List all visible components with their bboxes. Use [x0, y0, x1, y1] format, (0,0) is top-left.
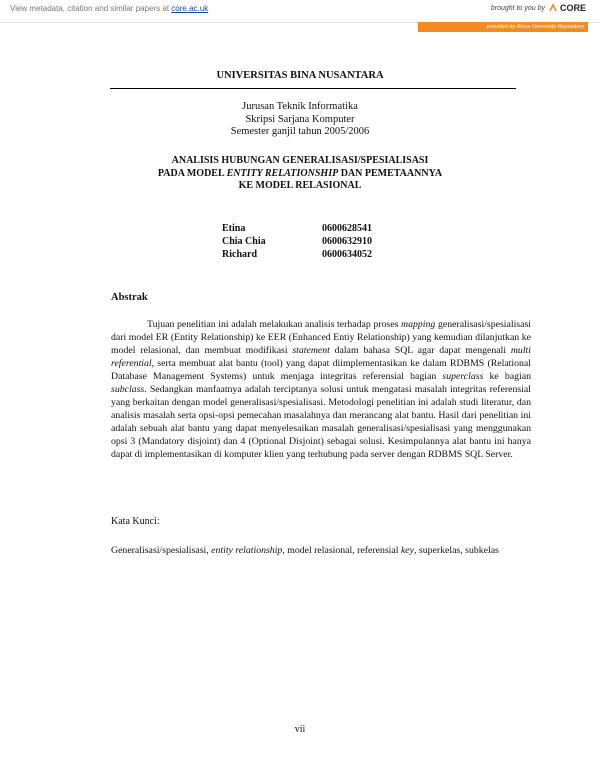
- page-number: vii: [294, 724, 306, 735]
- keywords-body: Generalisasi/spesialisasi, entity relationship, model relasional, referensial key, superkelas, subkelas: [111, 545, 499, 556]
- core-ac-uk-link[interactable]: core.ac.uk: [171, 4, 209, 13]
- author-list: [222, 222, 372, 261]
- abstract-heading: Abstrak: [111, 292, 148, 303]
- paper-title: ANALISIS HUBUNGAN GENERALISASI/SPESIALISASI PADA MODEL ENTITY RELATIONSHIP DAN PEMETAANNYA KE MODEL RELASIONAL: [157, 155, 443, 191]
- header-rule: [110, 88, 516, 89]
- core-logo-icon: [548, 3, 558, 13]
- skripsi: Skripsi Sarjana Komputer: [245, 113, 355, 125]
- core-metadata-link[interactable]: View metadata, citation and similar papers at core.ac.uk: [10, 4, 209, 13]
- core-banner: [0, 0, 600, 23]
- semester: Semester ganjil tahun 2005/2006: [230, 126, 370, 137]
- abstract-body: Tujuan penelitian ini adalah melakukan analisis terhadap proses mapping generalisasi/spesialisasi dari model ER (Entity Relationship) ke EER (Enhanced Entiy Relationship) yang kemudian dilanjutkan ke model relasional, dan membuat modifikasi statement dalam bahasa SQL agar dapat mengenali multi referential, serta membuat alat bantu (tool) yang dapat diimplementasikan ke dalam RDBMS (Relational Database Management Systems) untuk menjaga integritas referensial bagian superclass ke bagian subclass. Sedangkan manfaatnya adalah terciptanya solusi untuk mengatasi masalah integritas referensial yang berkaitan dengan model generalisasi/spesialisasi. Metodologi penelitian ini adalah studi literatur, dan analisis masalah serta opsi-opsi pemecahan masalahnya dan merancang alat bantu. Hasil dari penelitian ini adalah sebuah alat bantu yang dapat menyelesaikan masalah generalisasi/spesialisasi yang menggunakan opsi 3 (Mandatory disjoint) dan 4 (Optional Disjoint) sebagai solusi. Kesimpulannya alat bantu ini hanya dapat di implementasikan di komputer klien yang terhubung pada server dengan RDBMS SQL Server.: [111, 319, 531, 460]
- author-row: Chia Chia 0600632910: [222, 236, 372, 247]
- brought-to-you: brought to you by CORE: [490, 3, 586, 13]
- core-logo[interactable]: CORE: [548, 3, 586, 13]
- provided-by-banner[interactable]: provided by Binus University Repository: [418, 22, 588, 32]
- author-row: Richard 0600634052: [222, 249, 372, 260]
- program-info: [0, 101, 600, 139]
- jurusan: Jurusan Teknik Informatika: [242, 101, 358, 112]
- university-name: UNIVERSITAS BINA NUSANTARA: [216, 70, 384, 81]
- keywords-heading: Kata Kunci:: [111, 516, 160, 527]
- author-row: Etina 0600628541: [222, 223, 372, 234]
